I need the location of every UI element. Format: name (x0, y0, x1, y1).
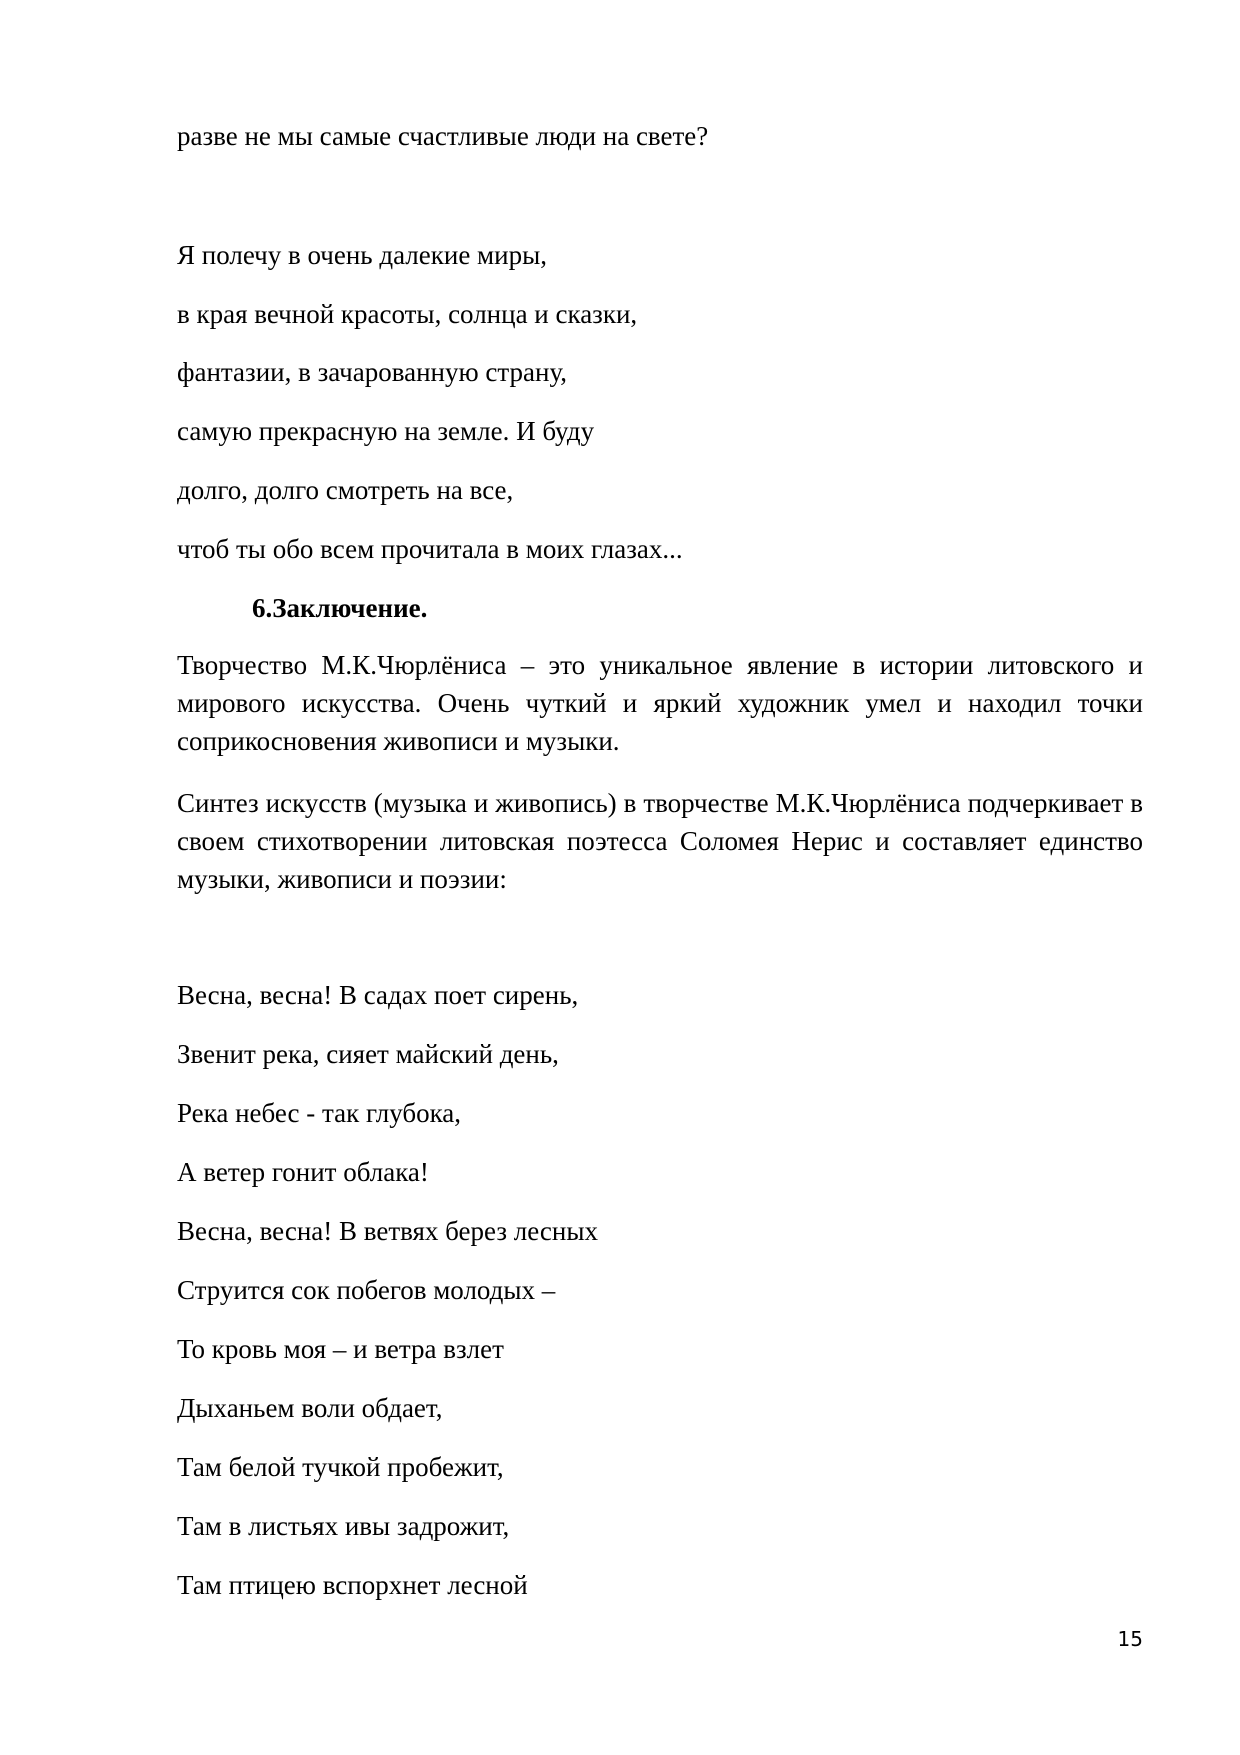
poem-line: Звенит река, сияет майский день, (177, 1039, 559, 1069)
poem-line: Там птицею вспорхнет лесной (177, 1570, 528, 1600)
body-paragraph: Синтез искусств (музыка и живопись) в творчестве М.К.Чюрлёниса подчеркивает в своем стихотворении литовская поэтесса Соломея Нерис и составляет единство музыки, живописи и поэзии: (177, 788, 1143, 894)
poem-line: Река небес - так глубока, (177, 1098, 462, 1128)
poem-line: Весна, весна! В садах поет сирень, (177, 980, 579, 1010)
page-number: 15 (1117, 1627, 1143, 1651)
poem-line: фантазии, в зачарованную страну, (177, 357, 568, 387)
body-paragraph: Творчество М.К.Чюрлёниса – это уникальное явление в истории литовского и мирового искусства. Очень чуткий и яркий художник умел и находил точки соприкосновения живописи и музыки. (177, 650, 1143, 756)
poem-line: Весна, весна! В ветвях берез лесных (177, 1216, 598, 1246)
poem-line: Струится сок побегов молодых – (177, 1275, 556, 1305)
poem-line: долго, долго смотреть на все, (177, 475, 514, 505)
poem-line: Дыханьем воли обдает, (177, 1393, 443, 1423)
poem-line: Там в листьях ивы задрожит, (177, 1511, 510, 1541)
poem-line: в края вечной красоты, солнца и сказки, (177, 299, 638, 329)
poem-line: самую прекрасную на земле. И буду (177, 416, 595, 446)
poem-line: чтоб ты обо всем прочитала в моих глазах... (177, 534, 683, 564)
poem-line: А ветер гонит облака! (177, 1157, 429, 1187)
poem-line: Там белой тучкой пробежит, (177, 1452, 504, 1482)
poem-line: разве не мы самые счастливые люди на свете? (177, 121, 709, 151)
poem-line: Я полечу в очень далекие миры, (177, 240, 547, 270)
poem-line: То кровь моя – и ветра взлет (177, 1334, 504, 1364)
section-heading: 6.Заключение. (252, 593, 428, 623)
